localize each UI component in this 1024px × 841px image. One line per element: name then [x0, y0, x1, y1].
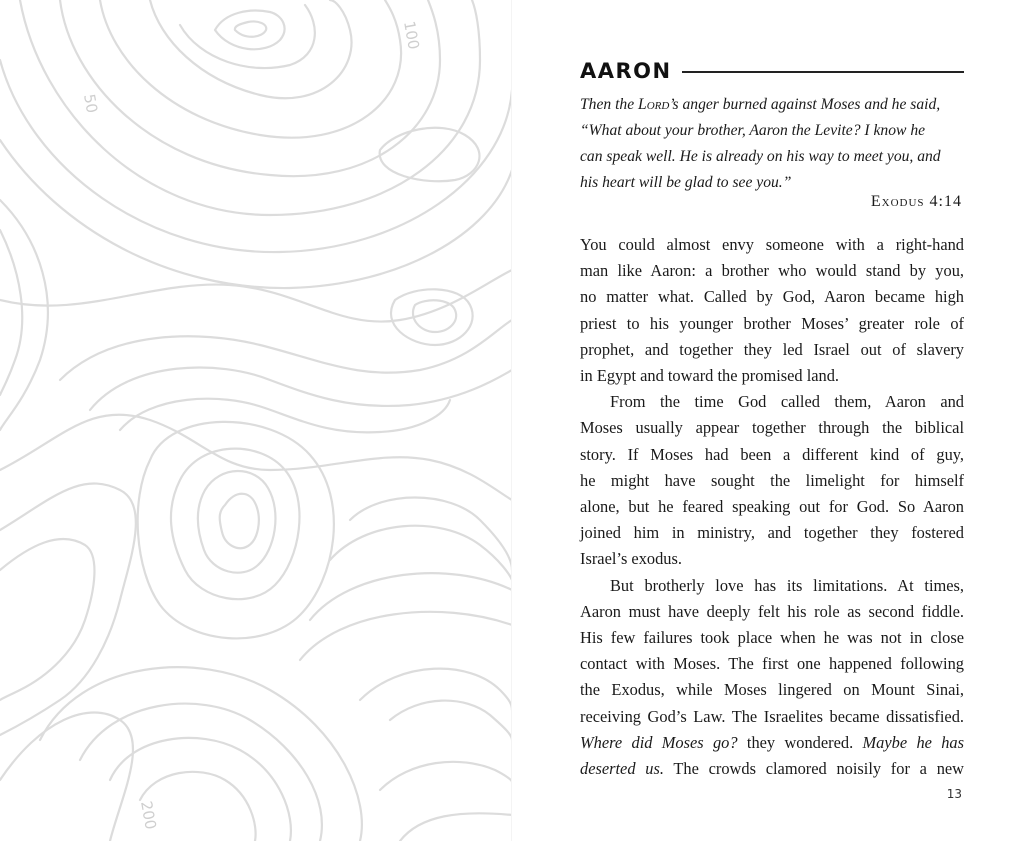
- text-line: contact with Moses. The first one happened following: [580, 654, 964, 674]
- heading-rule: [682, 71, 964, 73]
- text-line: he might have sought the limelight for himself: [580, 470, 964, 490]
- contour-line: [300, 612, 512, 660]
- text-line: no matter what. Called by God, Aaron became high: [580, 287, 964, 307]
- contour-line: [330, 526, 512, 580]
- text-line: receiving God’s Law. The Israelites became dissatisfied.: [580, 706, 964, 726]
- text-line: But brotherly love has its limitations. At times,: [610, 575, 964, 595]
- contour-line: [380, 128, 480, 181]
- contour-line: [60, 0, 440, 176]
- contour-line: [0, 200, 48, 430]
- contour-line: [220, 494, 259, 548]
- contour-line: [390, 701, 512, 740]
- text-line: in Egypt and toward the promised land.: [580, 366, 840, 386]
- epigraph-quote: Then the Lord’s anger burned against Moses and he said, “What about your brother, Aaron the Levite? I know he can speak well. He is already on his way to meet you, and his heart will be glad to see you.”: [580, 96, 941, 191]
- text-line: From the time God called them, Aaron and: [610, 392, 964, 412]
- contour-line: [0, 230, 22, 395]
- chapter-heading: [580, 56, 964, 86]
- text-line: the Exodus, while Moses lingered on Mount Sinai,: [580, 680, 964, 700]
- contour-line: [391, 289, 473, 345]
- contour-line: [215, 11, 285, 50]
- contour-line: [235, 21, 266, 36]
- page-number: 13: [946, 787, 962, 801]
- text-line: joined him in ministry, and together they fostered: [580, 523, 964, 543]
- contour-line: [350, 498, 512, 571]
- text-line: Aaron must have deeply felt his role as second fiddle.: [580, 601, 964, 621]
- text-line: deserted us. The crowds clamored noisily for a new: [580, 759, 964, 779]
- text-line: You could almost envy someone with a right-hand: [580, 235, 964, 254]
- contour-line: [60, 320, 512, 380]
- contour-elevation-label: 200: [137, 799, 160, 831]
- contour-elevation-label: 100: [400, 19, 423, 51]
- text-page: [512, 0, 1024, 841]
- divine-name: Lord: [638, 96, 670, 113]
- text-line: Where did Moses go? they wondered. Maybe he has: [580, 732, 965, 752]
- scripture-citation: Exodus 4:14: [870, 193, 962, 210]
- text-line: alone, but he feared speaking out for God. So Aaron: [580, 497, 964, 517]
- contour-line: [0, 539, 94, 700]
- contour-line: [0, 270, 512, 322]
- contour-line: [360, 669, 512, 710]
- contour-line: [380, 762, 512, 790]
- contour-line: [400, 813, 512, 841]
- contour-line: [0, 484, 136, 735]
- contour-line: [40, 667, 362, 841]
- text-line: priest to his younger brother Moses’ greater role of: [580, 313, 964, 333]
- text-line: His few failures took place when he was not in close: [580, 628, 964, 648]
- text-line: story. If Moses had been a different kind of guy,: [580, 444, 964, 464]
- contour-line: [138, 422, 334, 639]
- contour-line: [198, 471, 276, 573]
- text-line: prophet, and together they led Israel out of slavery: [580, 339, 964, 359]
- contour-line: [0, 713, 133, 841]
- contour-elevation-label: 50: [80, 92, 102, 115]
- body-text: [580, 232, 964, 782]
- text-line: Israel’s exodus.: [580, 549, 682, 569]
- text-line: man like Aaron: a brother who would stand by you,: [580, 261, 964, 281]
- chapter-title: AARON: [580, 59, 672, 83]
- contour-line: [110, 738, 291, 841]
- text-line: Moses usually appear together through the biblical: [580, 418, 964, 438]
- contour-line: [140, 772, 256, 841]
